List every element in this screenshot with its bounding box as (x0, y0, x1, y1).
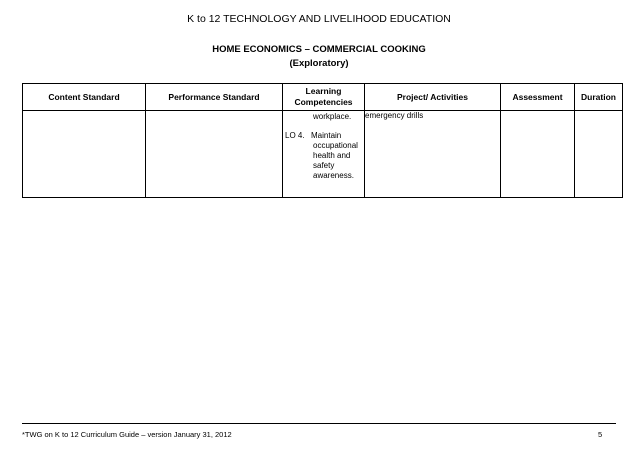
learning-outcome-line: occupational (313, 141, 358, 150)
footer-divider (22, 423, 616, 424)
learning-outcome-line: Maintain (311, 131, 342, 140)
performance-standard-cell (146, 111, 283, 198)
project-activities-cell: emergency drills (365, 111, 501, 198)
learning-outcome-line: safety (313, 161, 335, 170)
learning-outcome (283, 131, 364, 141)
content-standard-cell (23, 111, 146, 198)
learning-outcome-number: LO 4. (285, 131, 305, 140)
learning-competencies-cell (283, 111, 365, 198)
competency-continued-text: workplace. (313, 112, 352, 121)
page-number: 5 (598, 430, 603, 439)
document-title: K to 12 TECHNOLOGY AND LIVELIHOOD EDUCATION (187, 13, 451, 25)
assessment-cell (501, 111, 575, 198)
document-level: (Exploratory) (289, 58, 349, 69)
learning-outcome-line: health and (313, 151, 351, 160)
column-header-content-standard: Content Standard (23, 84, 146, 111)
learning-outcome-line: awareness. (313, 171, 354, 180)
column-header-duration: Duration (575, 84, 623, 111)
curriculum-table (22, 83, 623, 198)
table-header-row (23, 84, 623, 111)
column-header-performance-standard: Performance Standard (146, 84, 283, 111)
footer-note: *TWG on K to 12 Curriculum Guide – version January 31, 2012 (22, 430, 232, 439)
column-header-assessment: Assessment (501, 84, 575, 111)
duration-cell (575, 111, 623, 198)
column-header-learning-competencies: Learning Competencies (283, 84, 365, 111)
document-subtitle: HOME ECONOMICS – COMMERCIAL COOKING (212, 44, 426, 55)
column-header-project-activities: Project/ Activities (365, 84, 501, 111)
table-row (23, 111, 623, 198)
